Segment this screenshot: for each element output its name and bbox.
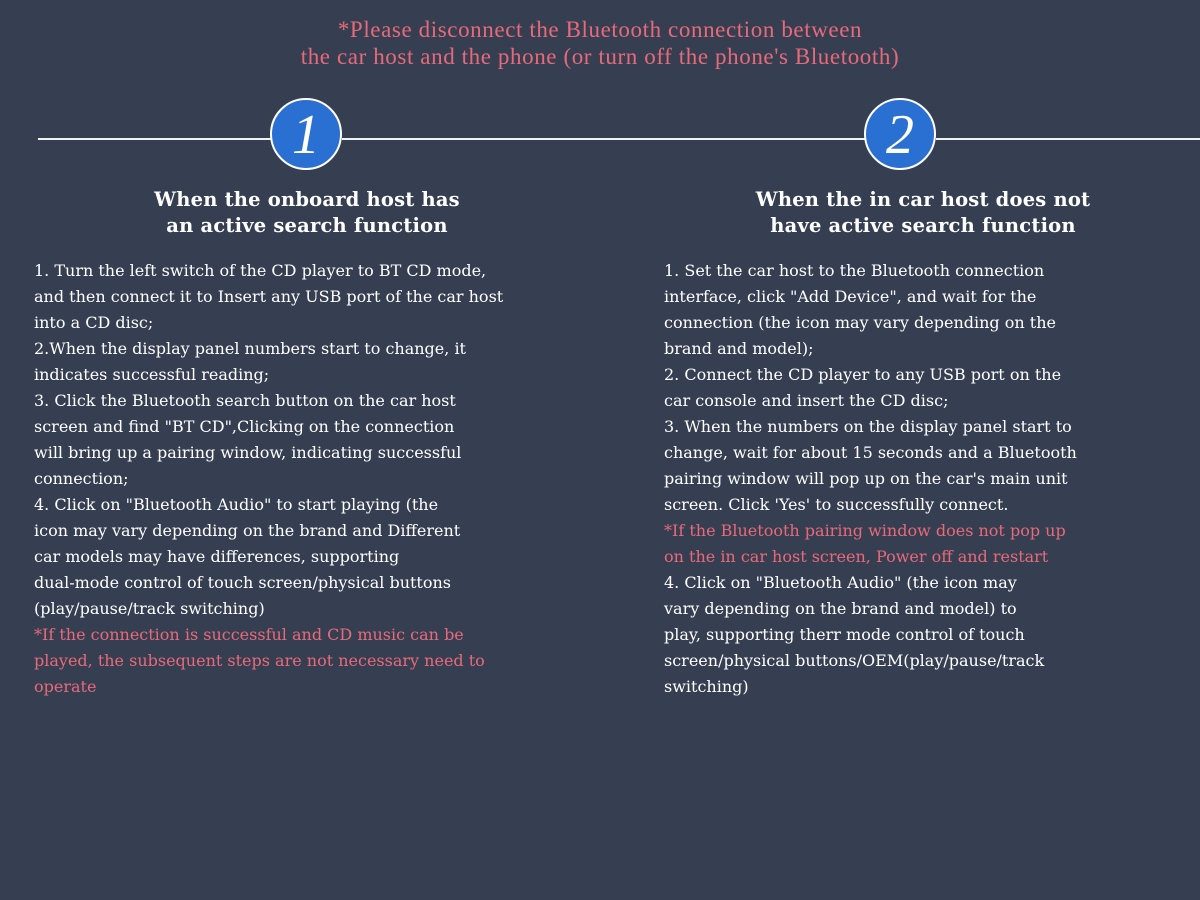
notice-line-2: the car host and the phone (or turn off the phone's Bluetooth) — [300, 44, 900, 69]
column-2-heading-line-1: When the in car host does not — [755, 188, 1091, 211]
instruction-line: change, wait for about 15 seconds and a Bluetooth — [664, 443, 1077, 462]
column-2-heading — [676, 187, 1170, 239]
column-1-heading — [60, 187, 554, 239]
instruction-line: interface, click "Add Device", and wait for the — [664, 287, 1037, 306]
instruction-line: switching) — [664, 677, 749, 696]
notice-line-1: *Please disconnect the Bluetooth connection between — [337, 17, 863, 42]
instruction-line: icon may vary depending on the brand and Different — [34, 521, 461, 540]
instruction-line: screen and find "BT CD",Clicking on the connection — [34, 417, 455, 436]
instruction-line: vary depending on the brand and model) to — [664, 599, 1017, 618]
instruction-line: 2. Connect the CD player to any USB port on the — [664, 365, 1062, 384]
instruction-line: brand and model); — [664, 339, 814, 358]
step-2-badge: 2 — [864, 98, 936, 170]
step-1-badge: 1 — [270, 98, 342, 170]
warning-line: *If the connection is successful and CD music can be — [34, 625, 464, 644]
divider-line-middle — [342, 138, 866, 140]
column-1-heading-line-2: an active search function — [166, 214, 448, 237]
instruction-line: screen. Click 'Yes' to successfully connect. — [664, 495, 1009, 514]
instruction-line: into a CD disc; — [34, 313, 154, 332]
column-1-heading-line-1: When the onboard host has — [154, 188, 460, 211]
instruction-line: 1. Set the car host to the Bluetooth connection — [664, 261, 1045, 280]
instruction-line: play, supporting therr mode control of touch — [664, 625, 1025, 644]
instruction-line: indicates successful reading; — [34, 365, 270, 384]
instruction-line: 1. Turn the left switch of the CD player to BT CD mode, — [34, 261, 487, 280]
instruction-line: and then connect it to Insert any USB port of the car host — [34, 287, 504, 306]
instruction-line: pairing window will pop up on the car's main unit — [664, 469, 1068, 488]
instruction-line: will bring up a pairing window, indicating successful — [34, 443, 462, 462]
bluetooth-disconnect-notice — [0, 16, 1200, 70]
instruction-line: 4. Click on "Bluetooth Audio" (the icon may — [664, 573, 1017, 592]
column-2-heading-line-2: have active search function — [770, 214, 1076, 237]
warning-line: played, the subsequent steps are not necessary need to — [34, 651, 485, 670]
instruction-line: screen/physical buttons/OEM(play/pause/track — [664, 651, 1045, 670]
instruction-line: 3. Click the Bluetooth search button on the car host — [34, 391, 456, 410]
instruction-line: car models may have differences, supporting — [34, 547, 400, 566]
instruction-line: connection (the icon may vary depending on the — [664, 313, 1056, 332]
instruction-line: (play/pause/track switching) — [34, 599, 265, 618]
warning-line: operate — [34, 677, 97, 696]
warning-line: *If the Bluetooth pairing window does not pop up — [664, 521, 1066, 540]
instruction-line: car console and insert the CD disc; — [664, 391, 949, 410]
instruction-line: 2.When the display panel numbers start to change, it — [34, 339, 466, 358]
instruction-line: 4. Click on "Bluetooth Audio" to start playing (the — [34, 495, 439, 514]
column-2-instructions — [664, 258, 1194, 700]
divider-line-right — [936, 138, 1200, 140]
instruction-line: connection; — [34, 469, 129, 488]
divider-line-left — [38, 138, 272, 140]
instruction-line: 3. When the numbers on the display panel start to — [664, 417, 1072, 436]
instruction-line: dual-mode control of touch screen/physical buttons — [34, 573, 452, 592]
column-1-instructions — [34, 258, 634, 700]
warning-line: on the in car host screen, Power off and restart — [664, 547, 1049, 566]
